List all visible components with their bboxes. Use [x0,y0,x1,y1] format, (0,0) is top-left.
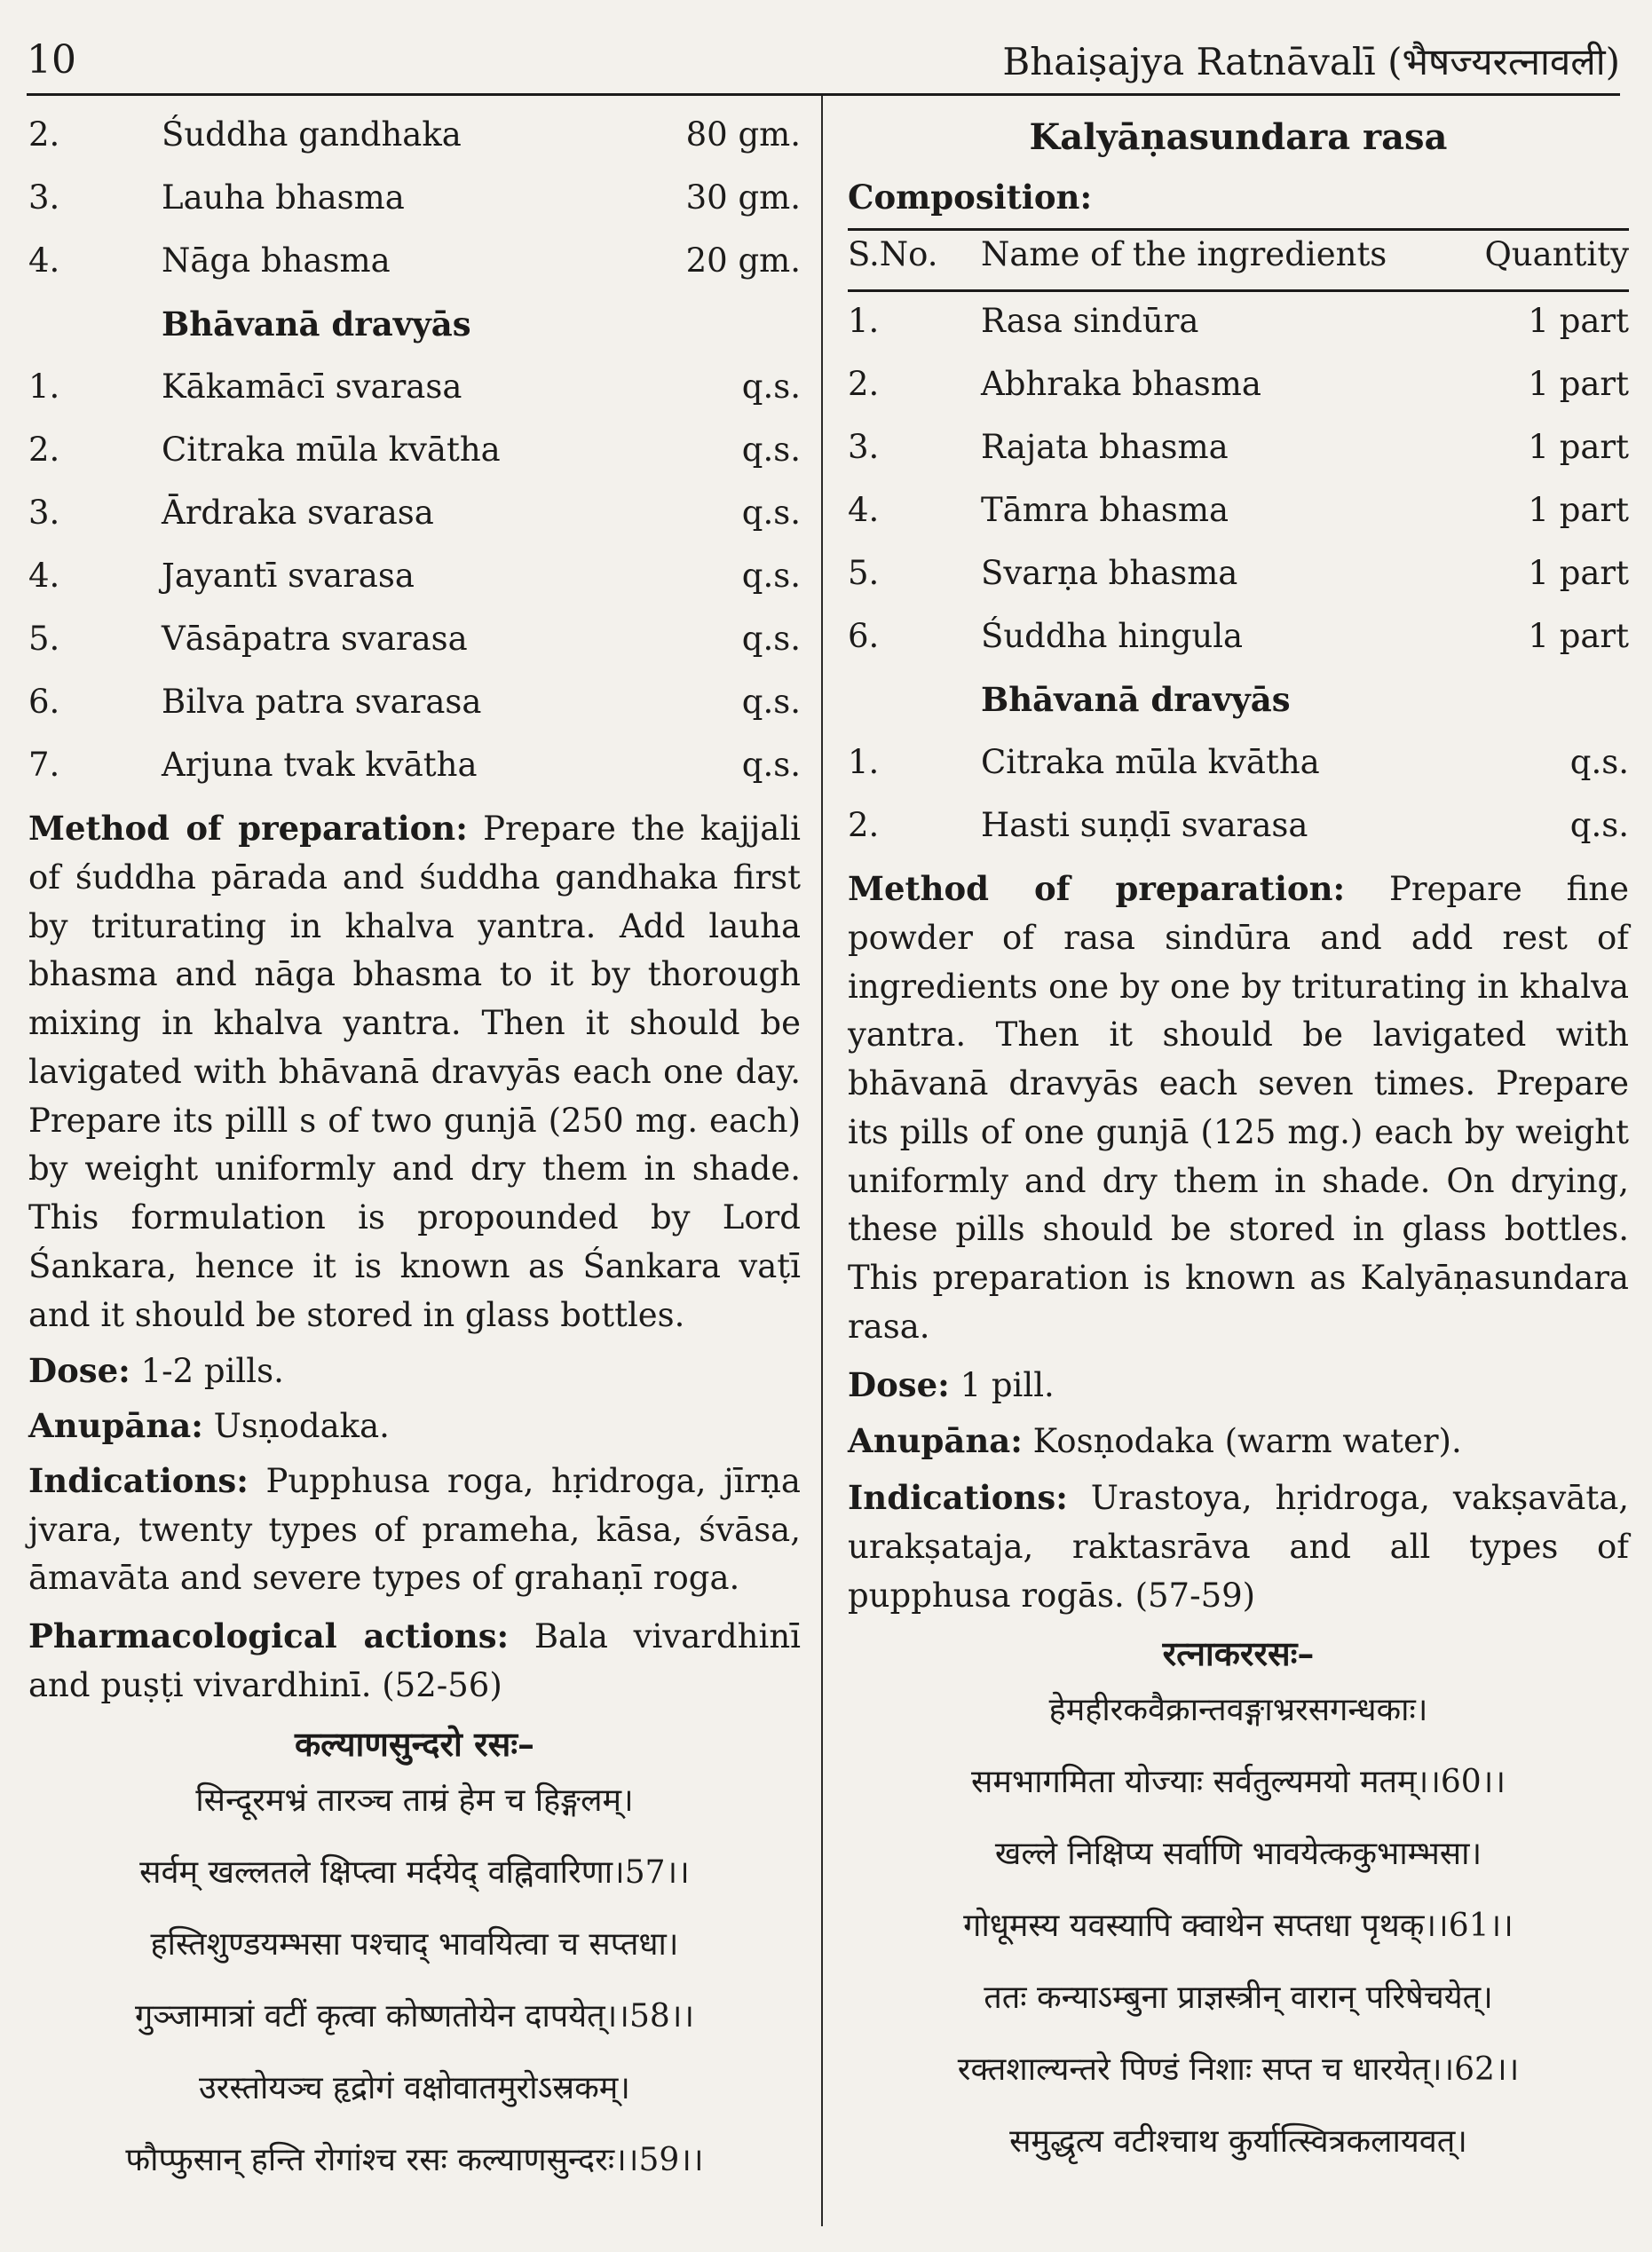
bhavana-row: 1. Citraka mūla kvātha q.s. [848,743,1629,781]
bhavana-row: 4. Jayantī svarasa q.s. [28,557,801,595]
method-text: Prepare the kajjali of śuddha pārada and śuddha gandhaka first by triturating in khalva yantra. Add lauha bhasma and nāga bhasma to it by thorough mixing in khalva yantra. Then it should be lavigated with bhāvanā dravyās each one day. Prepare its pilll s of two gunjā (250 mg. each) by weight uniformly and dry them in shade. This formulation is propounded by Lord Śankara, hence it is known as Śankara vaṭī and it should be stored in glass bottles. [28,810,802,1334]
dose-line [28,1347,801,1396]
indications-paragraph [28,1457,801,1603]
method-label: Method of preparation: [28,809,468,848]
ingredient-row: 5. Svarṇa bhasma 1 part [848,554,1629,592]
indications-text: Urastoya, hṛidroga, vakṣavāta, urakṣataja, raktasrāva and all types of pupphusa rogās. (57-59) [848,1479,1630,1615]
sanskrit-verse-line: फौप्फुसान् हन्ति रोगांश्च रसः कल्याणसुन्दरः।।59।। [125,2141,704,2178]
pharm-label: Pharmacological actions: [28,1616,510,1655]
pharm-text: Bala vivardhinī and puṣṭi vivardhinī. (52-56) [28,1617,801,1704]
ingredient-row: 1. Rasa sindūra 1 part [848,302,1629,340]
indications-text: Pupphusa roga, hṛidroga, jīrṇa jvara, twenty types of prameha, kāsa, śvāsa, āmavāta and severe types of grahaṇī roga. [28,1461,801,1598]
right-column [848,111,1629,2198]
sanskrit-verse-line: हेमहीरकवैक्रान्तवङ्गाभ्ररसगन्धकाः। [1048,1692,1428,1729]
recipe-title: Kalyāṇasundara rasa [1029,116,1448,158]
bhavana-row: 5. Vāsāpatra svarasa q.s. [28,620,801,658]
page-number: 10 [27,37,76,83]
anupana-text: Kosṇodaka (warm water). [1032,1422,1462,1461]
bhavana-row: 7. Arjuna tvak kvātha q.s. [28,746,801,784]
dose-label: Dose: [28,1351,130,1391]
sanskrit-verse-line: समुद्धृत्य वटीश्चाथ कुर्यात्स्वित्रकलायवत्। [1009,2123,1467,2161]
sanskrit-verse-line: समभागमिता योज्याः सर्वतुल्यमयो मतम्।।60।। [971,1764,1506,1801]
col-header-qty: Quantity [1484,235,1629,273]
method-paragraph [848,865,1629,1352]
ingredient-row: 3. Lauha bhasma 30 gm. [28,178,801,217]
bhavana-row: 6. Bilva patra svarasa q.s. [28,683,801,721]
column-divider [821,96,823,2226]
anupana-label: Anupāna: [28,1406,203,1445]
ingredient-row: 2. Śuddha gandhaka 80 gm. [28,115,801,154]
dose-label: Dose: [848,1364,950,1404]
sanskrit-verse-line: गोधूमस्य यवस्यापि क्वाथेन सप्तधा पृथक्।।61।। [963,1908,1514,1945]
indications-label: Indications: [28,1460,249,1500]
sanskrit-verse-line: रक्तशाल्यन्तरे पिण्डं निशाः सप्त च धारयेत्।।62।। [957,2051,1520,2089]
header-rule [27,93,1620,96]
composition-label: Composition: [848,178,1093,217]
running-title: Bhaiṣajya Ratnāvalī (भैषज्यरत्नावली) [1002,40,1620,83]
sanskrit-verse-line: ततः कन्याऽम्बुना प्राज्ञस्त्रीन् वारान् परिषेचयेत्। [984,1979,1493,2017]
ingredient-row: 6. Śuddha hingula 1 part [848,617,1629,655]
anupana-text: Usṇodaka. [213,1407,390,1445]
left-column [28,111,801,2216]
dose-text: 1 pill. [960,1365,1055,1404]
bhavana-heading: Bhāvanā dravyās [981,680,1291,719]
bhavana-row: 2. Hasti suṇḍī svarasa q.s. [848,806,1629,844]
anupana-label: Anupāna: [848,1421,1023,1461]
sanskrit-verse-line: गुञ्जामात्रां वटीं कृत्वा कोष्णतोयेन दापयेत्।।58।। [134,1997,695,2035]
method-label: Method of preparation: [848,869,1346,908]
method-paragraph [28,804,801,1339]
col-header-name: Name of the ingredients [981,235,1387,273]
bhavana-heading: Bhāvanā dravyās [162,304,471,344]
ingredient-row: 4. Nāga bhasma 20 gm. [28,241,801,280]
method-text: Prepare fine powder of rasa sindūra and add rest of ingredients one by one by triturating in khalva yantra. Then it should be lavigated with bhāvanā dravyās each seven times. Prepare its pills of one gunjā (125 mg.) each by weight uniformly and dry them in shade. On drying, these pills should be stored in glass bottles. This preparation is known as Kalyāṇasundara rasa. [848,870,1629,1346]
table-header [848,228,1629,292]
indications-paragraph [848,1474,1629,1620]
sanskrit-title: रत्नाकररसः– [1162,1633,1315,1674]
sanskrit-verse-line: हस्तिशुण्डयम्भसा पश्चाद् भावयित्वा च सप्तधा। [150,1925,679,1963]
dose-text: 1-2 pills. [140,1352,284,1391]
bhavana-row: 2. Citraka mūla kvātha q.s. [28,431,801,469]
sanskrit-verse-line: उरस्तोयञ्च हृद्रोगं वक्षोवातमुरोऽस्रकम्। [199,2069,630,2106]
ingredient-row: 4. Tāmra bhasma 1 part [848,491,1629,529]
indications-label: Indications: [848,1478,1068,1517]
bhavana-row: 1. Kākamācī svarasa q.s. [28,367,801,406]
dose-line [848,1361,1629,1410]
col-header-sno: S.No. [848,235,938,273]
sanskrit-verse-line: खल्ले निक्षिप्य सर्वाणि भावयेत्ककुभाम्भसा। [994,1836,1482,1873]
ingredient-row: 2. Abhraka bhasma 1 part [848,365,1629,403]
sanskrit-verse-line: सिन्दूरमभ्रं तारञ्च ताम्रं हेम च हिङ्गलम्। [195,1782,634,1819]
sanskrit-verse-line: सर्वम् खल्लतले क्षिप्त्वा मर्दयेद् वह्निवारिणा।57।। [139,1853,690,1891]
sanskrit-title: कल्याणसुन्दरो रसः– [294,1723,535,1764]
anupana-line [28,1402,801,1451]
pharm-paragraph [28,1612,801,1711]
ingredient-row: 3. Rajata bhasma 1 part [848,428,1629,466]
anupana-line [848,1417,1629,1466]
bhavana-row: 3. Ārdraka svarasa q.s. [28,494,801,532]
